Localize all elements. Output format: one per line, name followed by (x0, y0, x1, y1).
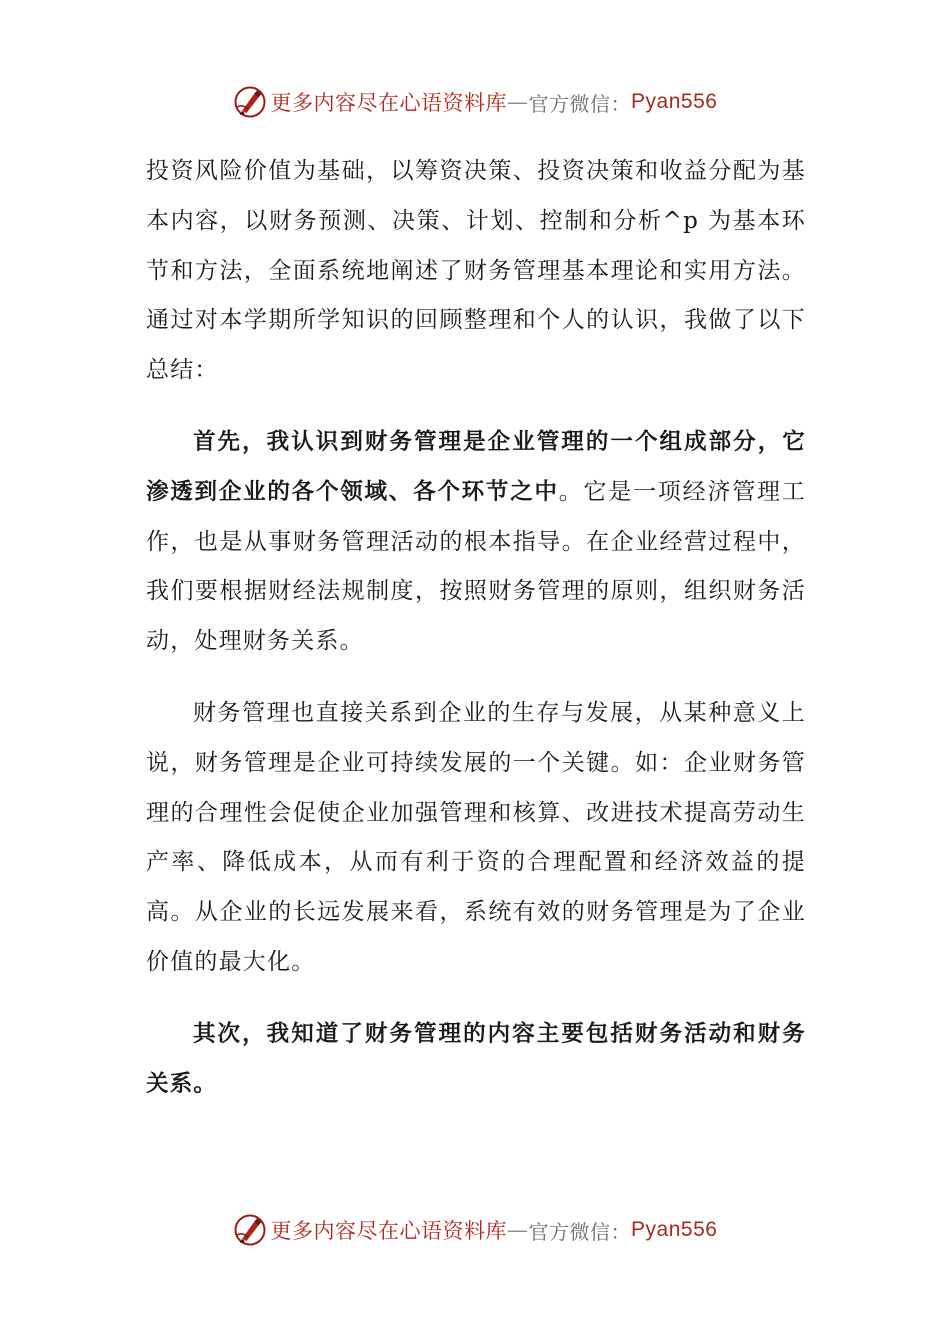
banner-title: 更多内容尽在心语资料库 (270, 1219, 508, 1243)
paragraph-2-bold: 首先，我认识到财务管理是企业管理的一个组成部分，它渗透到企业的各个领域、各个环节之中 (146, 428, 806, 505)
header-banner (0, 80, 950, 124)
footer-banner (0, 1208, 950, 1252)
pen-nib-logo-icon (233, 85, 267, 119)
banner-wechat-id: Pyan556 (631, 90, 718, 113)
banner-separator: — (507, 90, 529, 114)
paragraph-1: 投资风险价值为基础，以筹资决策、投资决策和收益分配为基本内容，以财务预测、决策、计划、控制和分析^p 为基本环节和方法，全面系统地阐述了财务管理基本理论和实用方法。通过对本学期所学知识的回顾整理和个人的认识，我做了以下总结： (146, 158, 806, 384)
banner-separator: — (507, 1218, 529, 1242)
paragraph-4 (146, 1010, 806, 1110)
paragraph-2 (146, 418, 806, 667)
pen-nib-logo-icon (233, 1213, 267, 1247)
banner-title: 更多内容尽在心语资料库 (270, 91, 508, 115)
banner-wechat-label: 官方微信： (528, 1219, 632, 1244)
banner-wechat-id: Pyan556 (631, 1218, 718, 1241)
paragraph-3: 财务管理也直接关系到企业的生存与发展，从某种意义上说，财务管理是企业可持续发展的一个关键。如：企业财务管理的合理性会促使企业加强管理和核算、改进技术提高劳动生产率、降低成本，从而有利于资的合理配置和经济效益的提高。从企业的长远发展来看，系统有效的财务管理是为了企业价值的最大化。 (146, 699, 806, 975)
paragraph-4-bold: 其次，我知道了财务管理的内容主要包括财务活动和财务关系。 (146, 1020, 806, 1097)
paragraph-2-rest: 。它是一项经济管理工作，也是从事财务管理活动的根本指导。在企业经营过程中，我们要根据财经法规制度，按照财务管理的原则，组织财务活动，处理财务关系。 (146, 478, 807, 655)
banner-wechat-label: 官方微信： (528, 91, 632, 116)
document-body (146, 147, 806, 1109)
